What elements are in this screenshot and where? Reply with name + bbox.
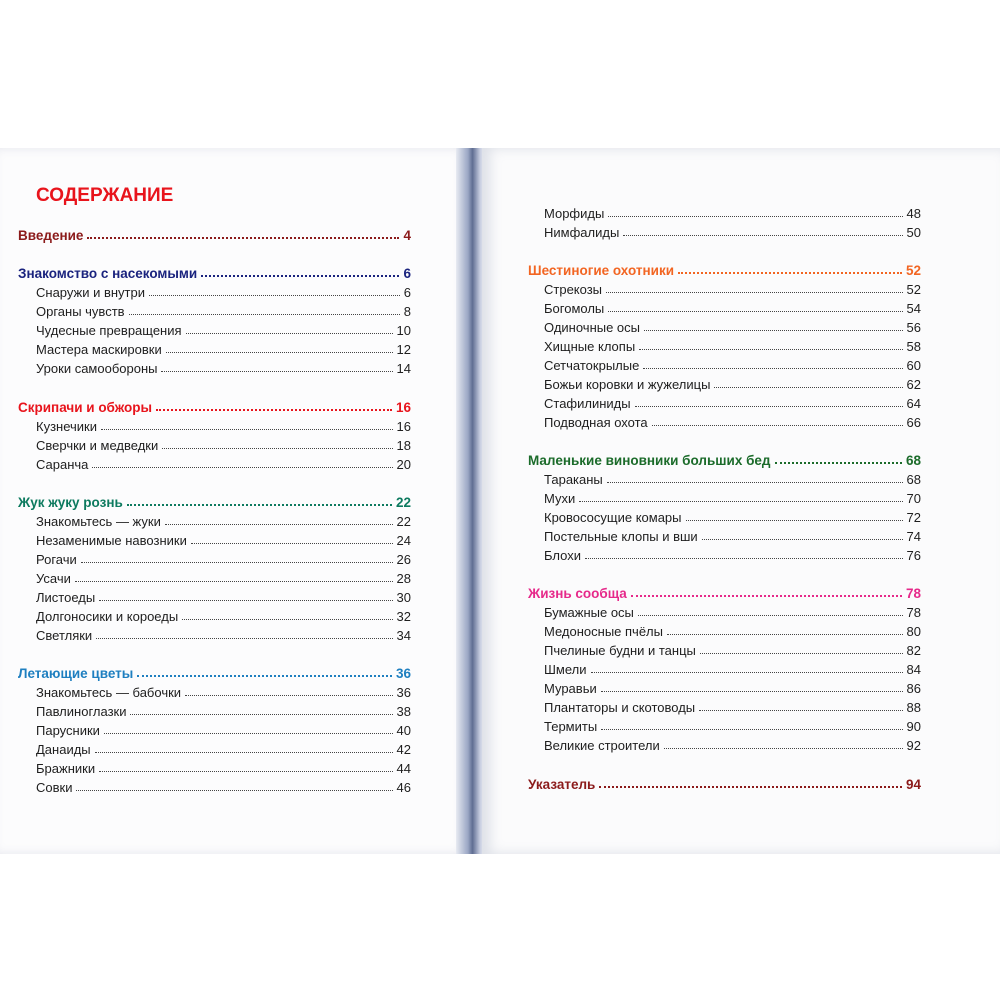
page-number: 50 bbox=[906, 225, 921, 240]
page-number: 60 bbox=[906, 358, 921, 373]
toc-subsection-row bbox=[528, 639, 921, 658]
subsection-title: Павлиноглазки bbox=[36, 704, 127, 719]
dot-leader bbox=[92, 467, 392, 468]
dot-leader bbox=[635, 406, 903, 407]
dot-leader bbox=[631, 595, 902, 597]
dot-leader bbox=[601, 691, 903, 692]
subsection-title: Бумажные осы bbox=[544, 605, 634, 620]
dot-leader bbox=[104, 733, 393, 734]
toc-subsection-row bbox=[528, 525, 921, 544]
dot-leader bbox=[591, 672, 903, 673]
subsection-title: Муравьи bbox=[544, 681, 597, 696]
dot-leader bbox=[652, 425, 903, 426]
page-number: 84 bbox=[906, 662, 921, 677]
toc-subsection-row bbox=[18, 757, 411, 776]
page-number: 16 bbox=[396, 419, 411, 434]
dot-leader bbox=[101, 429, 393, 430]
toc-subsection-row bbox=[528, 354, 921, 373]
toc-subsection-row bbox=[528, 715, 921, 734]
subsection-title: Богомолы bbox=[544, 301, 605, 316]
subsection-title: Кровососущие комары bbox=[544, 510, 682, 525]
dot-leader bbox=[182, 619, 392, 620]
page-number: 4 bbox=[403, 228, 411, 243]
page-number: 28 bbox=[396, 571, 411, 586]
page-number: 72 bbox=[906, 510, 921, 525]
page-number: 6 bbox=[403, 266, 411, 281]
dot-leader bbox=[99, 771, 392, 772]
toc-subsection-row bbox=[18, 300, 411, 319]
dot-leader bbox=[585, 558, 903, 559]
toc-subsection-row bbox=[528, 202, 921, 221]
toc-section-row bbox=[528, 259, 921, 278]
dot-leader bbox=[644, 330, 903, 331]
subsection-title: Морфиды bbox=[544, 206, 605, 221]
subsection-title: Совки bbox=[36, 780, 73, 795]
page-number: 68 bbox=[906, 472, 921, 487]
page-number: 88 bbox=[906, 700, 921, 715]
page-number: 58 bbox=[906, 339, 921, 354]
subsection-title: Блохи bbox=[544, 548, 581, 563]
page-number: 10 bbox=[396, 323, 411, 338]
page-number: 18 bbox=[396, 438, 411, 453]
section-title: Летающие цветы bbox=[18, 666, 134, 681]
dot-leader bbox=[702, 539, 903, 540]
page-number: 66 bbox=[906, 415, 921, 430]
toc-subsection-row bbox=[528, 411, 921, 430]
section-title: Жизнь сообща bbox=[528, 586, 627, 601]
toc-subsection-row bbox=[528, 373, 921, 392]
page-number: 80 bbox=[906, 624, 921, 639]
page-number: 76 bbox=[906, 548, 921, 563]
toc-subsection-row bbox=[18, 548, 411, 567]
toc-section-row bbox=[18, 224, 411, 243]
page-number: 52 bbox=[905, 263, 921, 278]
dot-leader bbox=[700, 653, 903, 654]
toc-subsection-row bbox=[528, 335, 921, 354]
toc-subsection-row bbox=[18, 719, 411, 738]
toc-section-row bbox=[528, 449, 921, 468]
dot-leader bbox=[96, 638, 392, 639]
toc-subsection-row bbox=[528, 392, 921, 411]
toc-subsection-row bbox=[528, 601, 921, 620]
dot-leader bbox=[606, 292, 903, 293]
subsection-title: Подводная охота bbox=[544, 415, 648, 430]
dot-leader bbox=[137, 675, 392, 677]
page-number: 78 bbox=[905, 586, 921, 601]
page-number: 82 bbox=[906, 643, 921, 658]
page-number: 48 bbox=[906, 206, 921, 221]
dot-leader bbox=[75, 581, 393, 582]
dot-leader bbox=[162, 448, 392, 449]
subsection-title: Чудесные превращения bbox=[36, 323, 182, 338]
dot-leader bbox=[129, 314, 400, 315]
subsection-title: Термиты bbox=[544, 719, 598, 734]
dot-leader bbox=[686, 520, 903, 521]
dot-leader bbox=[127, 504, 392, 506]
dot-leader bbox=[186, 333, 393, 334]
subsection-title: Органы чувств bbox=[36, 304, 125, 319]
page-number: 64 bbox=[906, 396, 921, 411]
dot-leader bbox=[130, 714, 392, 715]
open-book bbox=[0, 148, 1000, 854]
toc-section-row bbox=[18, 491, 411, 510]
page-number: 56 bbox=[906, 320, 921, 335]
subsection-title: Знакомьтесь — бабочки bbox=[36, 685, 182, 700]
subsection-title: Хищные клопы bbox=[544, 339, 636, 354]
dot-leader bbox=[165, 524, 393, 525]
page-number: 42 bbox=[396, 742, 411, 757]
subsection-title: Стрекозы bbox=[544, 282, 603, 297]
toc-subsection-row bbox=[528, 677, 921, 696]
toc-subsection-row bbox=[18, 605, 411, 624]
toc-subsection-row bbox=[18, 776, 411, 795]
dot-leader bbox=[714, 387, 902, 388]
dot-leader bbox=[166, 352, 393, 353]
toc-subsection-row bbox=[528, 696, 921, 715]
page-number: 68 bbox=[905, 453, 921, 468]
page-number: 36 bbox=[396, 685, 411, 700]
toc-subsection-row bbox=[528, 544, 921, 563]
dot-leader bbox=[149, 295, 400, 296]
page-number: 6 bbox=[403, 285, 411, 300]
dot-leader bbox=[99, 600, 392, 601]
toc-section-row bbox=[18, 262, 411, 281]
toc-subsection-row bbox=[18, 357, 411, 376]
subsection-title: Парусники bbox=[36, 723, 100, 738]
dot-leader bbox=[639, 349, 902, 350]
page-number: 92 bbox=[906, 738, 921, 753]
toc-subsection-row bbox=[528, 468, 921, 487]
toc-section-row bbox=[528, 773, 921, 792]
page-number: 52 bbox=[906, 282, 921, 297]
page-number: 94 bbox=[905, 777, 921, 792]
page-number: 90 bbox=[906, 719, 921, 734]
toc-subsection-row bbox=[18, 319, 411, 338]
subsection-title: Данаиды bbox=[36, 742, 91, 757]
subsection-title: Сверчки и медведки bbox=[36, 438, 159, 453]
subsection-title: Постельные клопы и вши bbox=[544, 529, 698, 544]
dot-leader bbox=[667, 634, 903, 635]
page-number: 32 bbox=[396, 609, 411, 624]
toc-title: СОДЕРЖАНИЕ bbox=[36, 185, 174, 206]
toc-subsection-row bbox=[18, 510, 411, 529]
toc-subsection-row bbox=[18, 281, 411, 300]
page-number: 40 bbox=[396, 723, 411, 738]
page-number: 24 bbox=[396, 533, 411, 548]
subsection-title: Тараканы bbox=[544, 472, 603, 487]
section-title: Маленькие виновники больших бед bbox=[528, 453, 771, 468]
dot-leader bbox=[95, 752, 393, 753]
page-number: 20 bbox=[396, 457, 411, 472]
page-number: 46 bbox=[396, 780, 411, 795]
page-number: 16 bbox=[395, 400, 411, 415]
subsection-title: Светляки bbox=[36, 628, 93, 643]
subsection-title: Шмели bbox=[544, 662, 587, 677]
dot-leader bbox=[81, 562, 393, 563]
page-number: 8 bbox=[403, 304, 411, 319]
subsection-title: Сетчатокрылые bbox=[544, 358, 640, 373]
page-number: 34 bbox=[396, 628, 411, 643]
dot-leader bbox=[579, 501, 902, 502]
subsection-title: Усачи bbox=[36, 571, 71, 586]
dot-leader bbox=[601, 729, 902, 730]
toc-subsection-row bbox=[528, 734, 921, 753]
page-number: 30 bbox=[396, 590, 411, 605]
toc-subsection-row bbox=[18, 529, 411, 548]
section-title: Знакомство с насекомыми bbox=[18, 266, 198, 281]
subsection-title: Незаменимые навозники bbox=[36, 533, 187, 548]
page-number: 36 bbox=[395, 666, 411, 681]
subsection-title: Листоеды bbox=[36, 590, 96, 605]
dot-leader bbox=[87, 237, 399, 239]
toc-subsection-row bbox=[18, 624, 411, 643]
subsection-title: Медоносные пчёлы bbox=[544, 624, 663, 639]
toc-subsection-row bbox=[528, 487, 921, 506]
toc-subsection-row bbox=[18, 586, 411, 605]
page-number: 14 bbox=[396, 361, 411, 376]
toc-subsection-row bbox=[528, 506, 921, 525]
subsection-title: Снаружи и внутри bbox=[36, 285, 146, 300]
dot-leader bbox=[201, 275, 399, 277]
dot-leader bbox=[678, 272, 902, 274]
section-title: Указатель bbox=[528, 777, 596, 792]
toc-subsection-row bbox=[528, 658, 921, 677]
toc-section-row bbox=[18, 662, 411, 681]
subsection-title: Саранча bbox=[36, 457, 89, 472]
toc-subsection-row bbox=[18, 681, 411, 700]
page-number: 86 bbox=[906, 681, 921, 696]
toc-subsection-row bbox=[18, 434, 411, 453]
dot-leader bbox=[664, 748, 903, 749]
toc-subsection-row bbox=[528, 620, 921, 639]
dot-leader bbox=[699, 710, 902, 711]
subsection-title: Мастера маскировки bbox=[36, 342, 162, 357]
dot-leader bbox=[185, 695, 392, 696]
subsection-title: Пчелиные будни и танцы bbox=[544, 643, 696, 658]
toc-section-row bbox=[528, 582, 921, 601]
toc-subsection-row bbox=[18, 567, 411, 586]
dot-leader bbox=[608, 311, 902, 312]
dot-leader bbox=[599, 786, 902, 788]
subsection-title: Божьи коровки и жужелицы bbox=[544, 377, 711, 392]
dot-leader bbox=[191, 543, 393, 544]
toc-subsection-row bbox=[18, 738, 411, 757]
section-title: Жук жуку рознь bbox=[18, 495, 123, 510]
toc-subsection-row bbox=[18, 453, 411, 472]
toc-subsection-row bbox=[18, 338, 411, 357]
dot-leader bbox=[775, 462, 902, 464]
left-page bbox=[0, 148, 468, 854]
subsection-title: Мухи bbox=[544, 491, 576, 506]
toc-subsection-row bbox=[18, 700, 411, 719]
toc-subsection-row bbox=[528, 316, 921, 335]
dot-leader bbox=[76, 790, 392, 791]
dot-leader bbox=[608, 216, 902, 217]
dot-leader bbox=[607, 482, 903, 483]
toc-subsection-row bbox=[528, 221, 921, 240]
section-title: Скрипачи и обжоры bbox=[18, 400, 152, 415]
toc-subsection-row bbox=[528, 278, 921, 297]
subsection-title: Плантаторы и скотоводы bbox=[544, 700, 696, 715]
toc-subsection-row bbox=[528, 297, 921, 316]
page-number: 12 bbox=[396, 342, 411, 357]
page-number: 74 bbox=[906, 529, 921, 544]
dot-leader bbox=[623, 235, 902, 236]
dot-leader bbox=[161, 371, 392, 372]
page-number: 54 bbox=[906, 301, 921, 316]
section-title: Шестиногие охотники bbox=[528, 263, 675, 278]
toc-section-row bbox=[18, 396, 411, 415]
subsection-title: Бражники bbox=[36, 761, 96, 776]
subsection-title: Нимфалиды bbox=[544, 225, 620, 240]
dot-leader bbox=[643, 368, 902, 369]
page-number: 70 bbox=[906, 491, 921, 506]
subsection-title: Долгоносики и короеды bbox=[36, 609, 179, 624]
page-number: 78 bbox=[906, 605, 921, 620]
subsection-title: Знакомьтесь — жуки bbox=[36, 514, 161, 529]
subsection-title: Уроки самообороны bbox=[36, 361, 158, 376]
dot-leader bbox=[638, 615, 903, 616]
page-number: 44 bbox=[396, 761, 411, 776]
page-number: 22 bbox=[396, 514, 411, 529]
page-number: 38 bbox=[396, 704, 411, 719]
page-number: 62 bbox=[906, 377, 921, 392]
page-number: 26 bbox=[396, 552, 411, 567]
subsection-title: Рогачи bbox=[36, 552, 77, 567]
subsection-title: Великие строители bbox=[544, 738, 660, 753]
subsection-title: Стафилиниды bbox=[544, 396, 631, 411]
toc-subsection-row bbox=[18, 415, 411, 434]
section-title: Введение bbox=[18, 228, 84, 243]
dot-leader bbox=[156, 409, 392, 411]
page-number: 22 bbox=[395, 495, 411, 510]
subsection-title: Одиночные осы bbox=[544, 320, 641, 335]
subsection-title: Кузнечики bbox=[36, 419, 97, 434]
